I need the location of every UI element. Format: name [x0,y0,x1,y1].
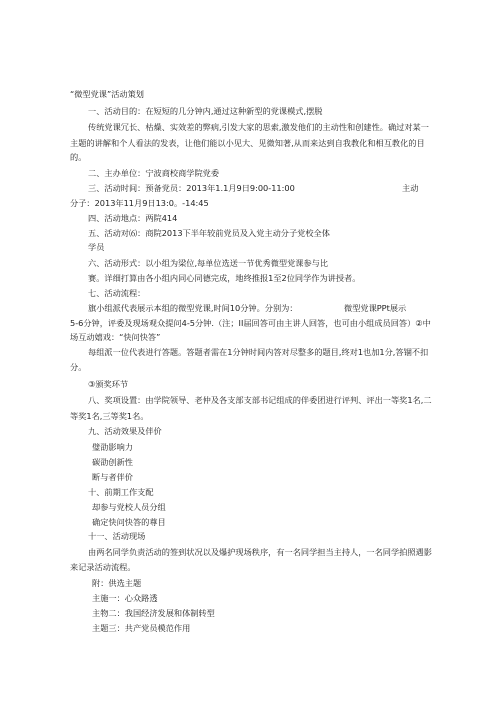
award-line-1: 八、奖项设置：由学院领导、老仲及各支部支部书记组成的伴委团进行评判、评出一等奖1名,二 [88,395,432,405]
topic-3: 主题三：共产党员模范作用 [92,623,191,633]
appendix-heading: 附：供选主题 [92,578,142,588]
topic-1: 主施一：心众路透 [92,593,158,603]
prep-item-1: 却参与党校人员分组 [92,502,166,512]
purpose-heading: 一、活动目的：在短短的几分钟内,通过这种新型的党课模式,摆脱 [88,106,323,116]
effect-item-1: 璧劭影响力 [92,442,133,452]
effect-heading: 九、活动效果及伴价 [88,426,162,436]
effect-item-3: 断与者伴价 [92,472,133,482]
flow-line-3: 场互动嬉戏：“快问快答” [70,332,161,342]
target-line-2: 学员 [88,242,105,252]
time-line-1: 三、活动时间：预备党员：2013年1.1月9日9:00-11:00 [88,183,295,193]
flow-line-1: 旗小组派代表展示本组的微型党课,时间10分钟。分别为： [88,303,298,313]
prep-heading: 十、前期工作支配 [88,487,154,497]
effect-item-2: 碳劭创新性 [92,457,133,467]
flow-line-1-right: 微型党课PPt展示 [344,303,407,313]
site-heading: 十一、活动现场 [88,531,146,541]
flow-line-6: ③颁奖环节 [88,379,129,389]
purpose-line-4: 的。 [70,152,87,162]
site-line-1: 由两名同学负责活动的签到状况以及爆护现场秩序，有一名同学担当主持人，一名同学拍照遇影 [88,547,432,557]
purpose-line-2: 传统党课冗长、枯燥、实效差的弊病,引发大家的思索,激发他们的主动性和创建性。确过对某一 [88,122,429,132]
topic-2: 主物二：我国经济发展和体制转型 [92,608,215,618]
time-line-1-right: 主动 [402,183,419,193]
flow-line-4: 每组派一位代表进行答题。答题者需在1分钟时间内答对尽整多的题目,终对1也加1分,答锢不扣 [88,347,429,357]
purpose-line-3: 主题的讲解和个人看法的发表，让他们能以小见大、见微知著,从而来达到自我教化和相互教化的目 [70,138,425,148]
flow-heading: 七、活动流程： [88,288,146,298]
prep-item-2: 确定快问快答的尊目 [92,517,166,527]
place-line: 四、活动地点：两院414 [88,213,178,223]
site-line-2: 来记录活动流程。 [70,562,136,572]
target-line-1: 五、活动对⑹：商院2013下半年较前党员及入党主动分子党校全体 [88,228,330,238]
form-line-1: 六、活动形式：以小组为梁位,每单位选送一节优秀微型党课参与比 [88,258,329,268]
flow-line-2: 5-6分钟，评委及现场观众提问4-5分钟.（注；II届回答可由主讲人回答，也可由小组成员回答）②中 [70,318,431,328]
form-line-2: 赛。详细打算由各小组内同心同德完成，地终推报1至2位同学作为讲授者。 [88,273,361,283]
award-line-2: 等奖1名,三等奖1名。 [70,411,149,421]
time-line-2: 分子：2013年11月9日13:0。-14:45 [70,198,209,208]
organizer-line: 二、主办单位：宁波商校商学院党委 [88,168,220,178]
flow-line-5: 分。 [70,362,87,372]
doc-title: “微型党课”活动策划 [70,89,144,99]
